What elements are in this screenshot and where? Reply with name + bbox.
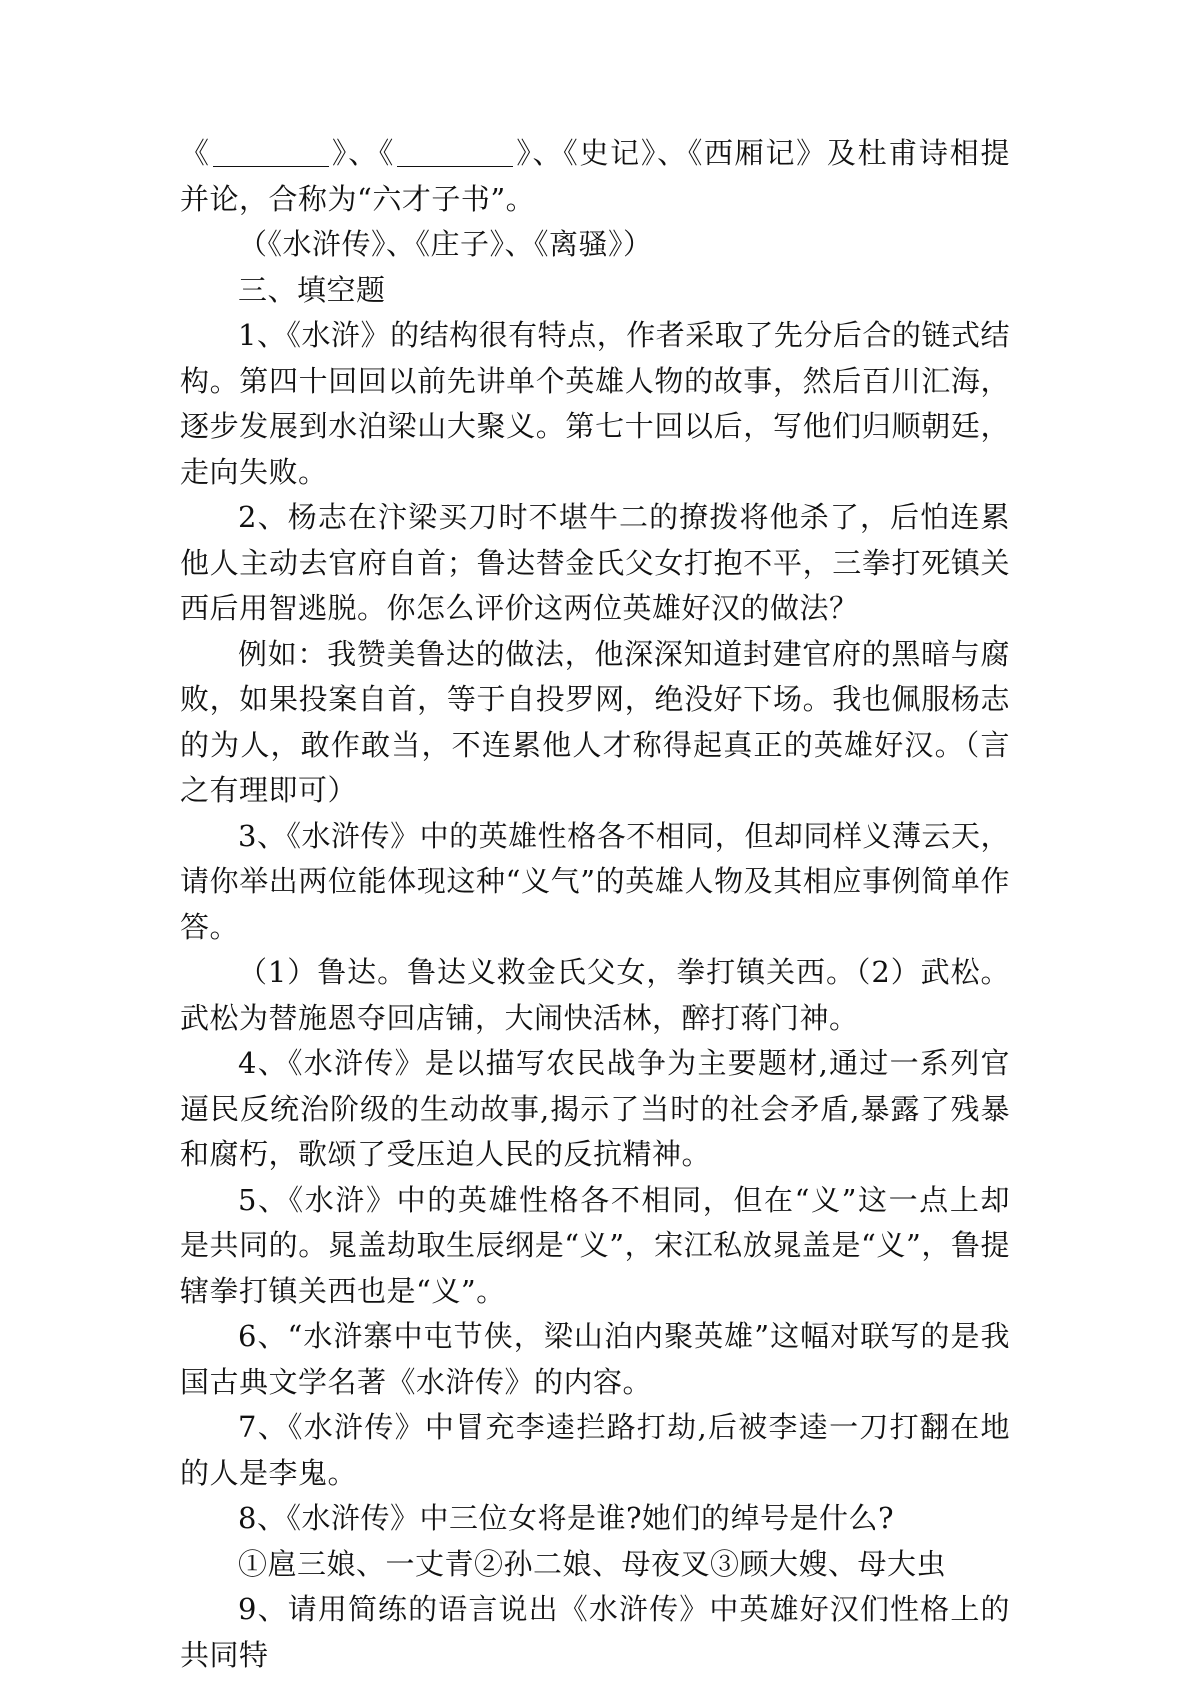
question-5: 5、《水浒》中的英雄性格各不相同，但在“义”这一点上却是共同的。晁盖劫取生辰纲是“义”，宋江私放晁盖是“义”，鲁提辖拳打镇关西也是“义”。 bbox=[180, 1182, 1010, 1308]
paragraph-six-talent-books bbox=[180, 131, 1010, 222]
fill-blank-1 bbox=[213, 136, 329, 167]
text-rest: 》、《史记》、《西厢记》及杜甫诗相提并论，合称为“六才子书”。 bbox=[180, 136, 1010, 216]
question-2: 2、杨志在汴梁买刀时不堪牛二的撩拨将他杀了，后怕连累他人主动去官府自首；鲁达替金氏父女打抱不平，三拳打死镇关西后用智逃脱。你怎么评价这两位英雄好汉的做法？ bbox=[180, 500, 1010, 625]
question-8: 8、《水浒传》中三位女将是谁?她们的绰号是什么? bbox=[238, 1501, 895, 1535]
section-title-fill-blank: 三、填空题 bbox=[238, 272, 386, 307]
question-1: 1、《水浒》的结构很有特点，作者采取了先分后合的链式结构。第四十回回以前先讲单个英雄人物的故事，然后百川汇海，逐步发展到水泊梁山大聚义。第七十回以后，写他们归顺朝廷，走向失败。 bbox=[180, 318, 1010, 489]
fill-blank-2 bbox=[397, 136, 513, 167]
question-2-answer: 例如：我赞美鲁达的做法，他深深知道封建官府的黑暗与腐败，如果投案自首，等于自投罗网，绝没好下场。我也佩服杨志的为人，敢作敢当，不连累他人才称得起真正的英雄好汉。（言之有理即可） bbox=[180, 636, 1010, 807]
question-6: 6、“水浒寨中屯节侠，梁山泊内聚英雄”这幅对联写的是我国古典文学名著《水浒传》的内容。 bbox=[180, 1319, 1010, 1399]
answer-six-talent-books: （《水浒传》、《庄子》、《离骚》） bbox=[238, 227, 653, 261]
question-7: 7、《水浒传》中冒充李逵拦路打劫,后被李逵一刀打翻在地的人是李鬼。 bbox=[180, 1410, 1010, 1490]
question-3-answer: （1）鲁达。鲁达义救金氏父女，拳打镇关西。（2）武松。武松为替施恩夺回店铺，大闹快活林，醉打蒋门神。 bbox=[180, 955, 1010, 1035]
text-separator: 》、《 bbox=[330, 136, 396, 170]
question-9: 9、请用简练的语言说出《水浒传》中英雄好汉们性格上的共同特 bbox=[180, 1592, 1010, 1672]
question-3: 3、《水浒传》中的英雄性格各不相同，但却同样义薄云天，请你举出两位能体现这种“义气”的英雄人物及其相应事例简单作答。 bbox=[180, 818, 1010, 944]
text-open-bracket: 《 bbox=[180, 136, 211, 170]
question-8-answer: ①扈三娘、一丈青②孙二娘、母夜叉③顾大嫂、母大虫 bbox=[238, 1546, 947, 1581]
question-4: 4、《水浒传》是以描写农民战争为主要题材,通过一系列官逼民反统治阶级的生动故事,揭示了当时的社会矛盾,暴露了残暴和腐朽，歌颂了受压迫人民的反抗精神。 bbox=[180, 1046, 1010, 1171]
document-page bbox=[180, 131, 1010, 1678]
